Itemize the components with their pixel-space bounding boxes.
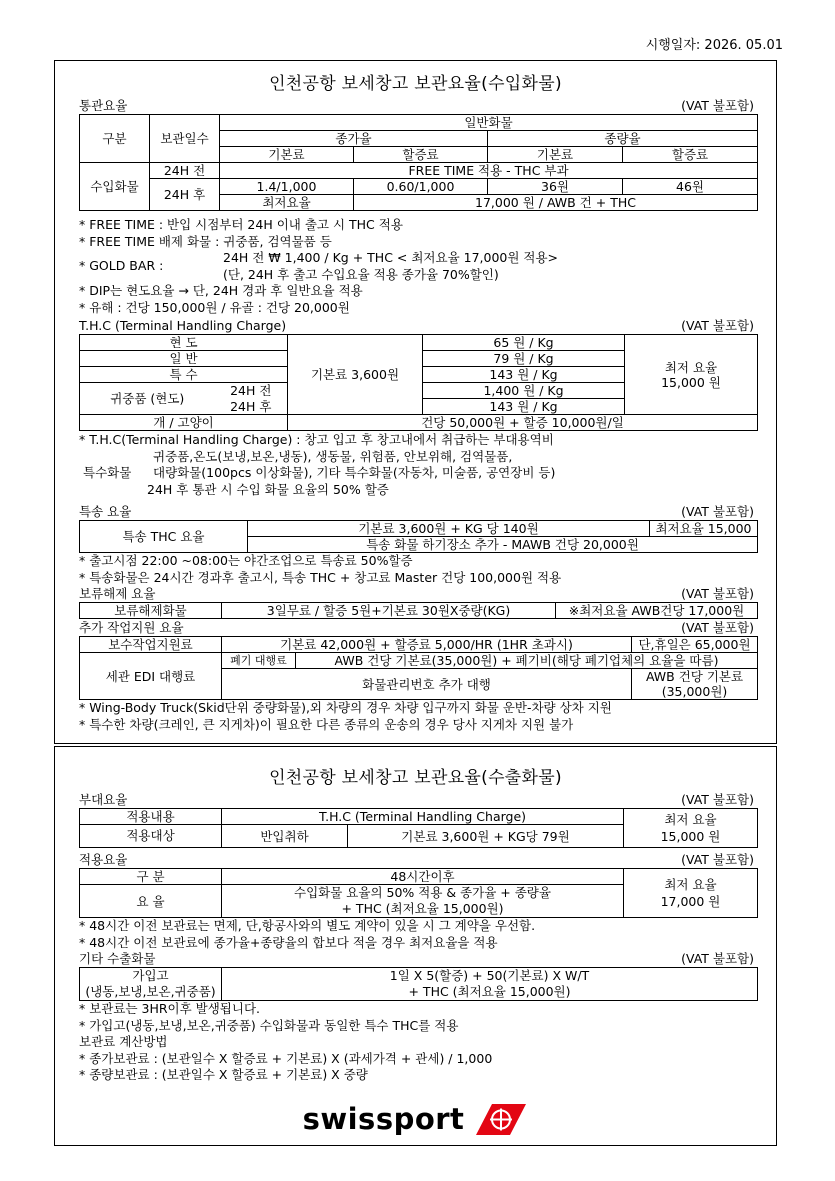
thc-special-row bbox=[55, 465, 776, 482]
apply-target-mid: 반입취하 bbox=[222, 825, 348, 848]
thc-notes bbox=[55, 432, 776, 498]
days-before-24h: 24H 전 bbox=[150, 163, 220, 179]
customs-header bbox=[55, 98, 776, 114]
header-weight: 종량율 bbox=[488, 131, 758, 147]
note-line: * FREE TIME 배제 화물 : 귀중품, 검역물품 등 bbox=[79, 233, 332, 249]
thc-rate: 79 원 / Kg bbox=[423, 351, 625, 367]
rate-label: 요 율 bbox=[80, 885, 222, 918]
extra-note-line: * 특수한 차량(크레인, 큰 지게차)이 필요한 다른 종류의 운송의 경우 당사 지게차 지원 불가 bbox=[79, 716, 574, 732]
import-rate-section bbox=[54, 60, 777, 744]
hold-min: ※최저요율 AWB건당 17,000원 bbox=[556, 603, 758, 619]
repair-holiday: 단,휴일은 65,000원 bbox=[632, 637, 758, 653]
repair-rate: 기본료 42,000원 + 할증료 5,000/HR (1HR 초과시) bbox=[222, 637, 632, 653]
customs-label: 통관요율 bbox=[79, 98, 128, 113]
apply-min bbox=[624, 869, 758, 918]
import-cargo-label: 수입화물 bbox=[80, 163, 150, 211]
hold-label: 보류해제 요율 bbox=[79, 586, 156, 601]
pre-storage-label bbox=[80, 968, 222, 1001]
apply-label: 적용요율 bbox=[79, 852, 128, 867]
header-surcharge: 할증료 bbox=[623, 147, 758, 163]
thc-base-fee: 기본료 3,600원 bbox=[288, 335, 423, 415]
repair-label: 보수작업지원료 bbox=[80, 637, 222, 653]
customs-rate-table bbox=[79, 114, 758, 211]
thc-row-label: 일 반 bbox=[80, 351, 288, 367]
disposal-rate: AWB 건당 기본료(35,000원) + 폐기비(해당 폐기업체의 요율을 따름) bbox=[296, 653, 758, 669]
header-base: 기본료 bbox=[488, 147, 623, 163]
header-base: 기본료 bbox=[220, 147, 354, 163]
edi-label: 세관 EDI 대행료 bbox=[80, 653, 222, 700]
pre-storage-line: + THC (최저요율 15,000원) bbox=[408, 984, 571, 999]
pre-storage-line: 1일 X 5(할증) + 50(기본료) X W/T bbox=[389, 968, 590, 983]
pre-storage-sub: (냉동,보냉,보온,귀중품) bbox=[85, 984, 216, 999]
thc-note-line: 24H 후 통관 시 수입 화물 요율의 50% 할증 bbox=[147, 481, 389, 497]
apply-target-label: 적용대상 bbox=[80, 825, 222, 848]
express-header bbox=[55, 504, 776, 520]
other-note-line: * 종가보관료 : (보관일수 X 할증료 + 기본료) X (과세가격 + 관세) / 1,000 bbox=[79, 1050, 493, 1066]
express-min: 최저요율 15,000 bbox=[650, 521, 758, 537]
wt-base-rate: 36원 bbox=[488, 179, 623, 195]
ad-base-rate: 1.4/1,000 bbox=[220, 179, 354, 195]
pet-value: 건당 50,000원 + 할증 10,000원/일 bbox=[288, 415, 758, 431]
other-rate-table bbox=[79, 967, 758, 1001]
vat-note: (VAT 불포함) bbox=[681, 504, 754, 519]
thc-min-label: 최저 요율 bbox=[664, 359, 718, 375]
header-ad-valorem: 종가율 bbox=[220, 131, 488, 147]
extra-notes bbox=[55, 700, 776, 733]
min-rate-label: 최저요율 bbox=[220, 195, 354, 211]
extra-label: 추가 작업지원 요율 bbox=[79, 620, 184, 635]
min-value: 15,000 원 bbox=[660, 829, 721, 844]
other-header bbox=[55, 951, 776, 967]
logo-wordmark: swissport bbox=[302, 1101, 465, 1136]
other-note-line: * 가입고(냉동,보냉,보온,귀중품) 수입화물과 동일한 특수 THC를 적용 bbox=[79, 1017, 459, 1033]
thc-note-line: * T.H.C(Terminal Handling Charge) : 창고 입고 후 창고내에서 취급하는 부대용역비 bbox=[79, 432, 554, 447]
valuable-before: 24H 전 bbox=[215, 383, 288, 399]
valuable-label: 귀중품 (현도) bbox=[80, 383, 215, 415]
min-value: 17,000 원 bbox=[660, 894, 721, 909]
express-rate: 기본료 3,600원 + KG 당 140원 bbox=[248, 521, 650, 537]
header-days: 보관일수 bbox=[150, 115, 220, 163]
gold-bar-label: * GOLD BAR : bbox=[79, 258, 164, 274]
express-row-label: 특송 THC 요율 bbox=[80, 521, 248, 553]
min-label: 최저 요율 bbox=[664, 877, 717, 892]
special-cargo-label: 특수화물 bbox=[83, 465, 132, 480]
ancillary-header bbox=[55, 792, 776, 808]
header-type: 구분 bbox=[80, 115, 150, 163]
export-rate-section bbox=[54, 746, 777, 1146]
vat-note: (VAT 불포함) bbox=[681, 318, 754, 333]
thc-label: T.H.C (Terminal Handling Charge) bbox=[79, 318, 287, 333]
gold-bar-line: 24H 전 ₩ 1,400 / Kg + THC < 최저요율 17,000원 적용> bbox=[223, 250, 559, 265]
extra-rate-table bbox=[79, 636, 758, 700]
extra-note-line: * Wing-Body Truck(Skid단위 중량화물),외 차량의 경우 차량 입구까지 화물 운반-차량 상차 지원 bbox=[79, 700, 612, 715]
days-after-24h: 24H 후 bbox=[150, 179, 220, 211]
apply-header bbox=[55, 852, 776, 868]
note-line: * 유해 : 건당 150,000원 / 유골 : 건당 20,000원 bbox=[79, 299, 350, 315]
division-value: 48시간이후 bbox=[222, 869, 624, 885]
other-label: 기타 수출화물 bbox=[79, 951, 156, 966]
pre-storage-title: 가입고 bbox=[132, 968, 169, 983]
min-rate-value: 17,000 원 / AWB 건 + THC bbox=[354, 195, 758, 211]
thc-rate: 1,400 원 / Kg bbox=[423, 383, 625, 399]
disposal-label: 폐기 대행료 bbox=[222, 653, 296, 669]
free-time-text: FREE TIME 적용 - THC 부과 bbox=[220, 163, 758, 179]
thc-row-label: 현 도 bbox=[80, 335, 288, 351]
note-line: * FREE TIME : 반입 시점부터 24H 이내 출고 시 THC 적용 bbox=[79, 217, 403, 232]
thc-min-value: 15,000 원 bbox=[661, 374, 721, 390]
vat-note: (VAT 불포함) bbox=[681, 852, 754, 867]
gold-bar-line: (단, 24H 후 출고 수입요율 적용 종가율 70%할인) bbox=[223, 266, 499, 282]
hold-rate-table bbox=[79, 602, 758, 619]
other-note-line: * 보관료는 3HR이후 발생됩니다. bbox=[79, 1001, 261, 1016]
hold-header bbox=[55, 586, 776, 602]
apply-content-value: T.H.C (Terminal Handling Charge) bbox=[222, 809, 624, 825]
wt-surcharge-rate: 46원 bbox=[623, 179, 758, 195]
other-notes bbox=[55, 1001, 776, 1084]
ancillary-rate-table bbox=[79, 808, 758, 848]
cargo-number-rate: AWB 건당 기본료 (35,000원) bbox=[632, 669, 758, 700]
extra-header bbox=[55, 620, 776, 636]
thc-note-line: 귀중품,온도(보냉,보온,냉동), 생동물, 위험품, 안보위해, 검역물품, bbox=[153, 448, 513, 464]
vat-note: (VAT 불포함) bbox=[681, 586, 754, 601]
thc-header bbox=[55, 318, 776, 334]
hold-row-label: 보류해제화물 bbox=[80, 603, 222, 619]
vat-note: (VAT 불포함) bbox=[681, 620, 754, 635]
hold-rate: 3일무료 / 할증 5원+기본료 30원X중량(KG) bbox=[222, 603, 556, 619]
thc-rate: 65 원 / Kg bbox=[423, 335, 625, 351]
ad-surcharge-rate: 0.60/1,000 bbox=[354, 179, 488, 195]
express-notes bbox=[55, 553, 776, 586]
export-title: 인천공항 보세창고 보관요율(수출화물) bbox=[269, 768, 562, 788]
effective-date: 시행일자: 2026. 05.01 bbox=[645, 38, 783, 53]
thc-row-label: 특 수 bbox=[80, 367, 288, 383]
min-label: 최저 요율 bbox=[664, 812, 717, 827]
swissport-logo bbox=[55, 1102, 776, 1136]
header-general: 일반화물 bbox=[220, 115, 758, 131]
express-label: 특송 요율 bbox=[79, 504, 132, 519]
rate-value bbox=[222, 885, 624, 918]
express-note-line: * 출고시점 22:00 ~08:00는 야간조업으로 특송료 50%할증 bbox=[79, 553, 413, 568]
express-note-line: * 특송화물은 24시간 경과후 출고시, 특송 THC + 창고료 Master 건당 100,000원 적용 bbox=[79, 569, 562, 585]
thc-rate: 143 원 / Kg bbox=[423, 367, 625, 383]
apply-note-line: * 48시간 이전 보관료는 면제, 단,항공사와의 별도 계약이 있을 시 그 계약을 우선함. bbox=[79, 918, 536, 933]
apply-content-label: 적용내용 bbox=[80, 809, 222, 825]
valuable-after: 24H 후 bbox=[215, 399, 288, 415]
thc-min bbox=[625, 335, 758, 415]
vat-note: (VAT 불포함) bbox=[681, 792, 754, 807]
header-surcharge: 할증료 bbox=[354, 147, 488, 163]
vat-note: (VAT 불포함) bbox=[681, 951, 754, 966]
express-rate-table bbox=[79, 520, 758, 553]
express-add-fee: 특송 화물 하기장소 추가 - MAWB 건당 20,000원 bbox=[248, 537, 758, 553]
thc-rate: 143 원 / Kg bbox=[423, 399, 625, 415]
note-line: * DIP는 현도요율 → 단, 24H 경과 후 일반요율 적용 bbox=[79, 283, 363, 298]
apply-rate-table bbox=[79, 868, 758, 918]
gold-bar-note bbox=[55, 250, 776, 283]
thc-note-line: 대량화물(100pcs 이상화물), 기타 특수화물(자동차, 미술품, 공연장비 등) bbox=[153, 465, 556, 480]
apply-target-rate: 기본료 3,600원 + KG당 79원 bbox=[348, 825, 624, 848]
rate-line: + THC (최저요율 15,000원) bbox=[341, 901, 504, 916]
pet-label: 개 / 고양이 bbox=[80, 415, 288, 431]
cargo-number-label: 화물관리번호 추가 대행 bbox=[222, 669, 632, 700]
apply-notes bbox=[55, 918, 776, 951]
calc-method-label: 보관료 계산방법 bbox=[79, 1034, 168, 1049]
pre-storage-rate bbox=[222, 968, 758, 1001]
logo-mark-icon bbox=[466, 1102, 528, 1136]
apply-note-line: * 48시간 이전 보관료에 종가율+종량율의 합보다 적을 경우 최저요율을 적용 bbox=[79, 934, 498, 950]
ancillary-label: 부대요율 bbox=[79, 792, 128, 807]
other-note-line: * 종량보관료 : (보관일수 X 할증료 + 기본료) X 중량 bbox=[79, 1067, 368, 1082]
import-title: 인천공항 보세창고 보관요율(수입화물) bbox=[269, 74, 562, 94]
thc-rate-table bbox=[79, 334, 758, 431]
rate-line: 수입화물 요율의 50% 적용 & 종가율 + 종량율 bbox=[294, 885, 551, 900]
ancillary-min bbox=[624, 809, 758, 848]
division-label: 구 분 bbox=[80, 869, 222, 885]
vat-note: (VAT 불포함) bbox=[681, 98, 754, 113]
